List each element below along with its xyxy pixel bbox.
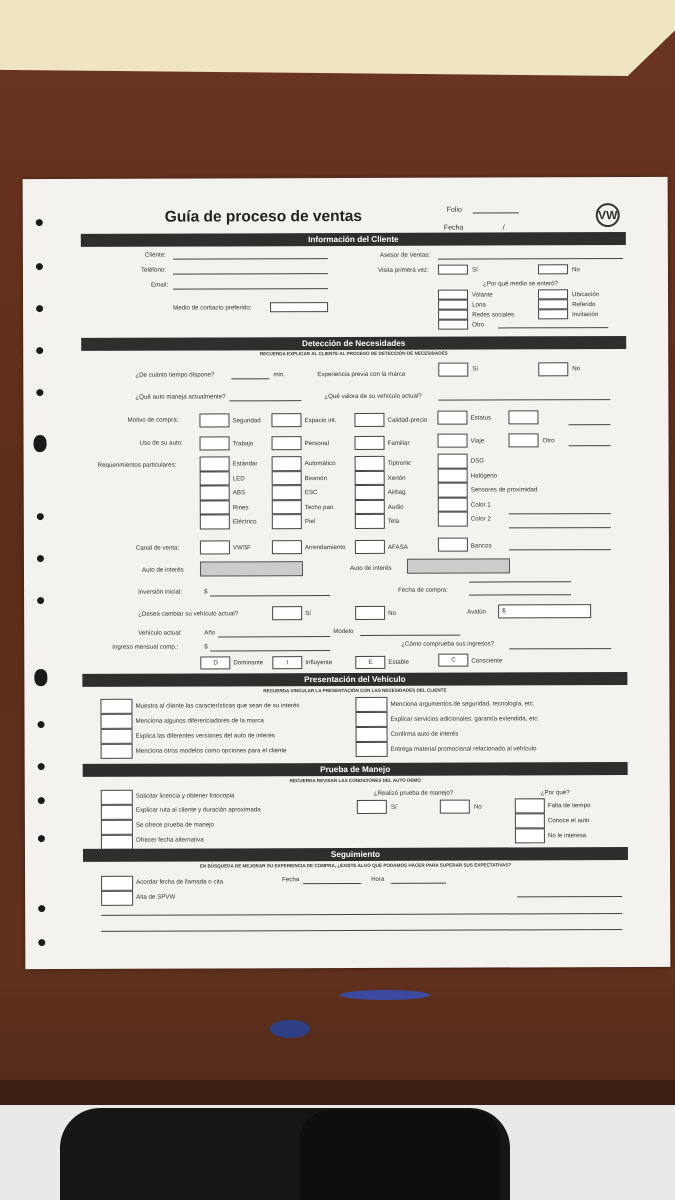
- razon-option: Conoce el auto: [547, 817, 590, 825]
- acordar-label: Acordar fecha de llamada o cita: [136, 878, 224, 886]
- medio-option: Lona: [472, 301, 486, 309]
- motivo-box[interactable]: [437, 411, 467, 425]
- canal-box[interactable]: [200, 540, 230, 554]
- medio-option: Otro: [472, 321, 485, 329]
- fecha-slash: /: [502, 224, 505, 232]
- avaluo-dollar: $: [502, 607, 506, 615]
- binder-hole: [34, 435, 47, 452]
- section-bar-info: Información del Cliente: [81, 232, 626, 247]
- experiencia-no-box[interactable]: [538, 362, 568, 376]
- visita-no-box[interactable]: [538, 264, 568, 274]
- requerimiento-box[interactable]: [272, 456, 302, 471]
- medio-option: Referido: [572, 301, 596, 309]
- motivo-option: Seguridad: [232, 417, 261, 425]
- seg-hora-label: Hora: [371, 875, 385, 883]
- requerimiento-box[interactable]: [200, 514, 230, 529]
- requerimiento-box[interactable]: [200, 485, 230, 500]
- seguimiento-line[interactable]: [101, 913, 622, 916]
- binder-hole: [36, 347, 43, 354]
- requerimiento-option: Estándar: [232, 460, 258, 468]
- medio-box[interactable]: [438, 290, 468, 300]
- requerimiento-box[interactable]: [200, 471, 230, 486]
- ingreso-dollar: $: [204, 643, 208, 651]
- disc-box-i[interactable]: I: [272, 656, 302, 669]
- inversion-field[interactable]: [210, 595, 330, 596]
- uso-box[interactable]: [355, 436, 385, 450]
- valora-label: ¿Qué valora de su vehículo actual?: [324, 392, 422, 401]
- canal-box[interactable]: [438, 538, 468, 552]
- visita-si-label: Sí: [471, 266, 478, 274]
- uso-option: Familiar: [387, 439, 410, 447]
- motivo-option: Espacio int.: [304, 417, 337, 425]
- medio-box[interactable]: [538, 289, 568, 299]
- inversion-dollar: $: [204, 588, 208, 596]
- prueba-check[interactable]: [101, 790, 133, 805]
- razon-box[interactable]: [515, 813, 545, 828]
- cambiar-si-box[interactable]: [272, 606, 302, 620]
- fecha-compra-label: Fecha de compra:: [398, 586, 448, 594]
- presentacion-item: Entrega material promocional relacionado al vehículo: [390, 745, 537, 753]
- disc-box-d[interactable]: D: [200, 656, 230, 669]
- requerimiento-option: Automático: [304, 460, 336, 468]
- tiempo-label: ¿De cuánto tiempo dispone?: [135, 371, 215, 379]
- presentacion-item: Muestra al cliente las características que sean de su interés: [135, 702, 300, 710]
- prueba-check[interactable]: [101, 805, 133, 820]
- presentacion-check[interactable]: [100, 699, 132, 714]
- requerimiento-option: Bixenón: [304, 474, 328, 482]
- section-bar-presentacion: Presentación del Vehículo: [82, 672, 627, 687]
- razon-option: Falta de tiempo: [547, 802, 591, 810]
- realizo-no-label: No: [473, 803, 482, 811]
- comprueba-field[interactable]: [509, 648, 611, 649]
- binder-hole: [37, 513, 44, 520]
- requerimiento-option: Rines: [232, 503, 249, 511]
- presentacion-check[interactable]: [100, 714, 132, 729]
- modelo-label: Modelo: [333, 627, 354, 636]
- razon-option: No le interesa: [547, 832, 587, 840]
- form-title: Guía de proceso de ventas: [164, 207, 363, 226]
- presentacion-check[interactable]: [101, 744, 133, 759]
- binder-hole: [36, 219, 43, 226]
- section-bar-prueba: Prueba de Manejo: [83, 762, 628, 777]
- disc-label: Consciente: [471, 657, 503, 665]
- realizo-label: ¿Realizó prueba de manejo?: [373, 789, 454, 797]
- requerimiento-box[interactable]: [272, 514, 302, 529]
- realizo-si-box[interactable]: [357, 800, 387, 814]
- requerimiento-option: Audio: [387, 503, 404, 511]
- cambiar-si-label: Sí: [305, 610, 312, 618]
- modelo-field[interactable]: [360, 635, 460, 636]
- seg-fecha-field[interactable]: [303, 883, 361, 884]
- experiencia-label: Experiencia previa con la marca: [317, 370, 406, 379]
- paint-stain: [270, 1020, 310, 1038]
- color2-field[interactable]: [509, 527, 611, 528]
- presentacion-check[interactable]: [355, 697, 387, 712]
- prueba-item: Solicitar licencia y obtener fotocopia: [135, 792, 235, 800]
- canal-box[interactable]: [272, 540, 302, 554]
- binder-hole: [38, 763, 45, 770]
- uso-option: Otro: [542, 437, 555, 445]
- disc-label: Dominante: [233, 659, 264, 667]
- motivo-box[interactable]: [271, 413, 301, 427]
- requerimiento-box[interactable]: [272, 500, 302, 515]
- prueba-check[interactable]: [101, 820, 133, 835]
- uso-box[interactable]: [200, 436, 230, 450]
- presentacion-item: Confirma auto de interés: [390, 730, 459, 738]
- requerimiento-box[interactable]: [272, 471, 302, 486]
- canal-option: Arrendamiento: [304, 544, 346, 552]
- desea-cambiar-label: ¿Desea cambiar su vehículo actual?: [138, 610, 239, 618]
- canal-option: VWSF: [232, 544, 251, 552]
- binder-hole: [37, 555, 44, 562]
- sales-form-paper: [23, 177, 671, 969]
- medio-box[interactable]: [538, 299, 568, 309]
- motivo-box[interactable]: [508, 410, 538, 424]
- auto-maneja-field[interactable]: [229, 400, 301, 401]
- seg-fecha-label: Fecha: [282, 876, 300, 884]
- visita-no-label: No: [571, 266, 580, 274]
- prueba-item: Ofrecer fecha alternativa: [135, 836, 204, 844]
- por-que-label: ¿Por qué?: [540, 789, 570, 797]
- presentacion-check[interactable]: [356, 727, 388, 742]
- requerimiento-box[interactable]: [355, 470, 385, 485]
- disc-label: Estable: [388, 658, 409, 666]
- motivo-option: Calidad-precio: [387, 416, 428, 424]
- avaluo-label: Avalúo: [467, 608, 486, 616]
- auto-interes-field-2[interactable]: [407, 558, 510, 573]
- binder-hole: [38, 939, 45, 946]
- razon-box[interactable]: [515, 828, 545, 843]
- prueba-subtitle: RECUERDA REVISAR LAS CONDICIONES DEL AUTO DEMO: [289, 777, 421, 784]
- section-bar-seguimiento: Seguimiento: [83, 847, 628, 862]
- medio-box[interactable]: [438, 320, 468, 330]
- auto-maneja-label: ¿Qué auto maneja actualmente?: [135, 393, 226, 401]
- experiencia-si-label: Sí: [472, 365, 479, 373]
- cambiar-no-box[interactable]: [355, 606, 385, 620]
- requerimiento-option: LED: [232, 474, 245, 482]
- binder-hole: [38, 797, 45, 804]
- medio-box[interactable]: [438, 310, 468, 320]
- cambiar-no-label: No: [388, 609, 397, 617]
- uso-option: Viaje: [470, 437, 485, 445]
- binder-hole: [37, 597, 44, 604]
- medio-option: Redes sociales: [472, 311, 515, 319]
- auto-interes-field[interactable]: [200, 561, 303, 576]
- prueba-item: Se ofrece prueba de manejo: [135, 821, 214, 829]
- uso-label: Uso de su auto:: [139, 439, 183, 447]
- binder-hole: [38, 835, 45, 842]
- requerimiento-box[interactable]: [438, 483, 468, 498]
- realizo-no-box[interactable]: [440, 800, 470, 814]
- visita-label: Visita primera vez:: [377, 266, 429, 274]
- ingreso-label: Ingreso mensual comp.:: [112, 643, 179, 651]
- requerimiento-box[interactable]: [200, 456, 230, 471]
- medio-option: Ubicación: [572, 291, 600, 299]
- uso-box[interactable]: [272, 436, 302, 450]
- medio-option: Invitación: [572, 311, 599, 319]
- motivo-option: Estatus: [470, 414, 492, 422]
- email-field[interactable]: [173, 288, 328, 290]
- folio-label: Folio: [446, 206, 462, 214]
- uso-box[interactable]: [509, 433, 539, 447]
- seguimiento-check[interactable]: [101, 876, 133, 891]
- canal-option: Bancos: [470, 542, 492, 550]
- seguimiento-line[interactable]: [517, 896, 622, 897]
- medio-box[interactable]: [538, 309, 568, 319]
- canal-box[interactable]: [355, 540, 385, 554]
- otro-field[interactable]: [498, 327, 608, 328]
- inversion-label: Inversión inicial:: [138, 588, 183, 596]
- presentacion-item: Menciona argumentos de seguridad, tecnología, etc.: [390, 700, 535, 708]
- presentacion-check[interactable]: [355, 712, 387, 727]
- prueba-check[interactable]: [101, 835, 133, 850]
- requerimiento-box[interactable]: [200, 500, 230, 515]
- tiempo-field[interactable]: [231, 378, 269, 379]
- comprueba-label: ¿Cómo comprueba sus ingresos?: [401, 640, 495, 648]
- requerimiento-option: Tiptronic: [387, 459, 412, 467]
- motivo-otro-field[interactable]: [568, 424, 610, 425]
- ingreso-field[interactable]: [210, 650, 330, 651]
- seguimiento-check[interactable]: [101, 891, 133, 906]
- valora-field[interactable]: [438, 399, 610, 401]
- requerimiento-box[interactable]: [438, 468, 468, 483]
- section-bar-deteccion: Detección de Necesidades: [81, 336, 626, 351]
- fecha-label: Fecha: [443, 224, 464, 232]
- requerimiento-option: Sensores de proximidad: [470, 486, 538, 494]
- requerimiento-option: Xenón: [387, 474, 406, 482]
- auto-interes-label-2: Auto de interés: [349, 564, 392, 572]
- experiencia-si-box[interactable]: [438, 363, 468, 377]
- canal-label: Canal de venta:: [135, 544, 180, 552]
- experiencia-no-label: No: [572, 365, 581, 373]
- asesor-label: Asesor de Ventas:: [379, 251, 431, 259]
- requerimiento-box[interactable]: [355, 485, 385, 500]
- requerimiento-box[interactable]: [272, 485, 302, 500]
- requerimiento-option: Tela: [387, 517, 400, 525]
- canal-option: AFASA: [387, 543, 408, 551]
- requerimiento-box[interactable]: [438, 512, 468, 527]
- presentacion-check[interactable]: [101, 729, 133, 744]
- presentacion-item: Explicar servicios adicionales: garantía extendida, etc.: [390, 715, 540, 723]
- deteccion-subtitle: RECUERDA EXPLICAR AL CLIENTE AL PROCESO DE DETECCIÓN DE NECESIDADES: [259, 350, 448, 357]
- anio-label: Año: [204, 629, 216, 637]
- presentacion-check[interactable]: [356, 742, 388, 757]
- binder-hole: [34, 669, 47, 686]
- disc-box-c[interactable]: C: [438, 654, 468, 667]
- medio-option: Volante: [472, 291, 493, 299]
- table-edge: [0, 1080, 675, 1106]
- shoe-right: [300, 1110, 500, 1200]
- requerimiento-option: Color 2: [470, 515, 491, 523]
- medio-box[interactable]: [438, 300, 468, 310]
- binder-hole: [38, 721, 45, 728]
- requerimiento-box[interactable]: [438, 454, 468, 469]
- requerimiento-option: Halógeno: [470, 471, 498, 480]
- min-label: min.: [273, 371, 286, 379]
- realizo-si-label: Sí: [390, 803, 397, 811]
- requerimiento-option: DSG: [470, 457, 485, 465]
- anio-field[interactable]: [218, 636, 330, 637]
- bancos-field[interactable]: [509, 549, 611, 550]
- paint-stain: [340, 990, 430, 1000]
- folio-field[interactable]: [473, 212, 519, 213]
- uso-box[interactable]: [438, 434, 468, 448]
- seg-hora-field[interactable]: [391, 883, 446, 884]
- medio-contacto-field[interactable]: [270, 302, 328, 312]
- asesor-field[interactable]: [438, 258, 623, 260]
- binder-hole: [36, 305, 43, 312]
- requerimiento-box[interactable]: [355, 499, 385, 514]
- requerimiento-option: ESC: [304, 489, 318, 497]
- envelope: [0, 0, 675, 76]
- binder-hole: [36, 389, 43, 396]
- presentacion-subtitle: RECUERDA VINCULAR LA PRESENTACIÓN CON LAS NECESIDADES DEL CLIENTE: [263, 687, 447, 694]
- requerimiento-option: Color 1: [470, 500, 491, 509]
- vw-logo: VW: [596, 203, 620, 227]
- disc-box-e[interactable]: E: [355, 656, 385, 669]
- cliente-field[interactable]: [173, 258, 328, 260]
- requerimientos-label: Requerimientos particulares:: [97, 461, 177, 469]
- binder-hole: [38, 905, 45, 912]
- por-que-medio-label: ¿Por qué medio se enteró?: [482, 280, 558, 288]
- avaluo-field[interactable]: [498, 604, 591, 618]
- alta-label: Alta de SPVW: [136, 893, 176, 901]
- medio-contacto-label: Medio de contacto preferido:: [173, 304, 252, 312]
- disc-label: Influyente: [305, 659, 333, 667]
- cliente-label: Cliente:: [144, 251, 166, 259]
- requerimiento-box[interactable]: [355, 456, 385, 471]
- requerimiento-option: ABS: [232, 489, 246, 497]
- prueba-item: Explicar ruta al cliente y duración aproximada: [135, 806, 261, 814]
- requerimiento-box[interactable]: [355, 514, 385, 529]
- vehiculo-actual-label: Vehículo actual:: [138, 629, 182, 637]
- telefono-label: Teléfono:: [140, 266, 167, 274]
- presentacion-item: Menciona otros modelos como opciones para el cliente: [135, 747, 287, 755]
- requerimiento-box[interactable]: [438, 497, 468, 512]
- requerimiento-option: Eléctrico: [232, 518, 257, 526]
- motivo-box[interactable]: [199, 413, 229, 427]
- motivo-label: Motivo de compra:: [127, 416, 179, 424]
- seguimiento-subtitle: EN BÚSQUEDA DE MEJORAR SU EXPERIENCIA DE COMPRA, ¿EXISTE ALGO QUE PODAMOS HACER PARA SUPERAR SUS EXPECTATIVAS?: [199, 862, 512, 869]
- telefono-field[interactable]: [173, 273, 328, 275]
- razon-box[interactable]: [515, 798, 545, 813]
- uso-otro-field[interactable]: [569, 445, 611, 446]
- email-label: Email:: [150, 281, 169, 289]
- extra-line: [469, 581, 571, 582]
- seguimiento-line[interactable]: [101, 929, 622, 932]
- presentacion-item: Explica las diferentes versiones del auto de interés: [135, 732, 275, 740]
- uso-option: Personal: [304, 440, 329, 448]
- fecha-compra-field[interactable]: [469, 594, 571, 595]
- visita-si-box[interactable]: [438, 265, 468, 275]
- requerimiento-option: Airbag: [387, 488, 406, 496]
- binder-hole: [36, 263, 43, 270]
- motivo-box[interactable]: [354, 413, 384, 427]
- uso-option: Trabajo: [232, 440, 254, 448]
- auto-interes-label: Auto de interés: [141, 566, 184, 574]
- requerimiento-option: Techo pan.: [304, 503, 336, 511]
- requerimiento-option: Piel: [304, 518, 316, 526]
- color1-field[interactable]: [509, 513, 611, 514]
- presentacion-item: Menciona algunos diferenciadores de la marca: [135, 717, 264, 725]
